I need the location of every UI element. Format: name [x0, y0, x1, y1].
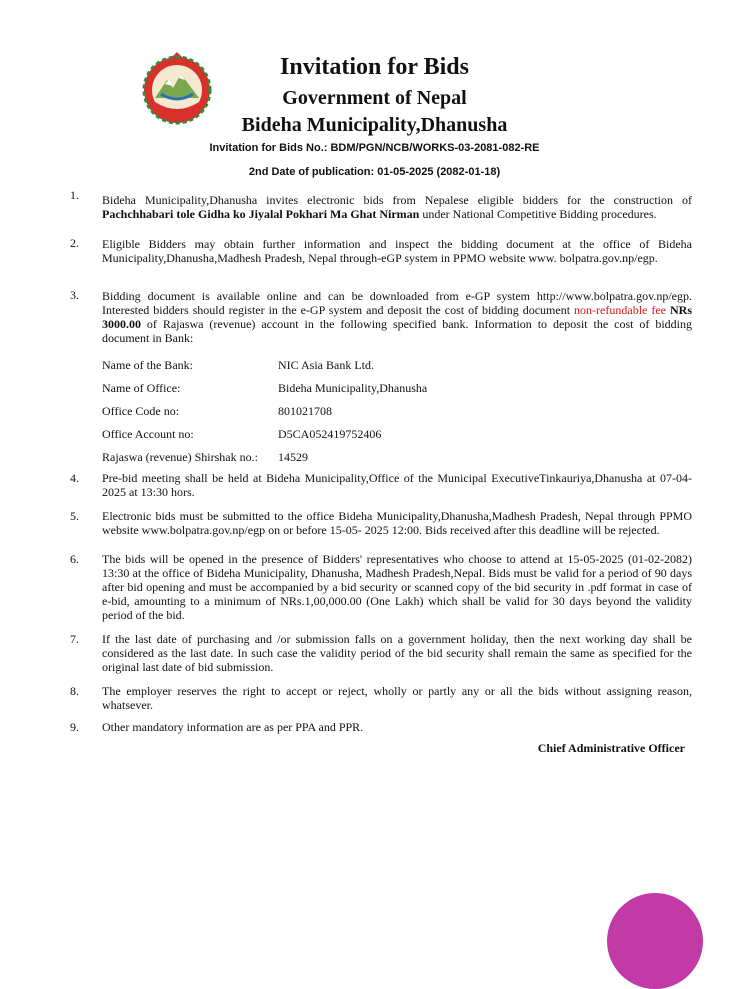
item-number: 9.: [70, 720, 79, 734]
item-1-text: Bideha Municipality,Dhanusha invites electronic bids from Nepalese eligible bidders for the construction of Pachchhabari tole Gidha ko Jiyalal Pokhari Ma Ghat Nirman under National Competitive Bidding procedures.: [102, 193, 692, 221]
publication-date: 2nd Date of publication: 01-05-2025 (2082-01-18): [248, 166, 501, 178]
item-number: 7.: [70, 632, 79, 646]
item-number: 8.: [70, 684, 79, 698]
government-name: Government of Nepal: [282, 87, 467, 109]
item-number: 4.: [70, 471, 79, 485]
item-3-text: Bidding document is available online and can be downloaded from e-GP system http://www.bolpatra.gov.np/egp. Interested bidders should register in the e-GP system and deposit the cost of bidding document non-refundable fee NRs 3000.00 of Rajaswa (revenue) account in the following specified bank. Information to deposit the cost of bidding document in Bank:: [102, 289, 693, 345]
item-number: 5.: [70, 509, 79, 523]
item-7-text: If the last date of purchasing and /or submission falls on a government holiday, then the next working day shall be considered as the last date. In such case the validity period of the bid security shall remain the same as specified for the original last date of bid submission.: [102, 632, 692, 674]
item-8-text: The employer reserves the right to accept or reject, wholly or partly any or all the bids without assigning reason, whatsever.: [102, 684, 692, 712]
revenue-shirshak-row: Rajaswa (revenue) Shirshak no.: 14529: [102, 450, 308, 464]
item-number: 1.: [70, 188, 79, 202]
bank-name-row: Name of the Bank: NIC Asia Bank Ltd.: [102, 358, 374, 372]
item-5-text: Electronic bids must be submitted to the office Bideha Municipality,Dhanusha,Madhesh Pradesh, Nepal through PPMO website www.bolpatra.gov.np/egp on or before 15-05- 2025 12:00. Bids received after this deadline will be rejected.: [102, 509, 692, 537]
item-number: 6.: [70, 552, 79, 566]
item-6-text: The bids will be opened in the presence of Bidders' representatives who choose to attend at 15-05-2025 (01-02-2082) 13:30 at the office of Bideha Municipality, Dhanusha, Madhesh Pradesh,Nepal. Bids must be valid for a period of 90 days after bid opening and must be accompanied by a bid security or scanned copy of the bid security in .pdf format in case of e-bid, amounting to a minimum of NRs.1,00,000.00 (One Lakh) which shall be valid for 30 days beyond the validity period of the bid.: [102, 552, 692, 622]
corner-badge: [607, 893, 703, 989]
ifb-number: Invitation for Bids No.: BDM/PGN/NCB/WORKS-03-2081-082-RE: [209, 142, 540, 154]
item-4-text: Pre-bid meeting shall be held at Bideha Municipality,Office of the Municipal ExecutiveTinkauriya,Dhanusha at 07-04-2025 at 13:30 hors.: [102, 471, 692, 499]
item-9-text: Other mandatory information are as per PPA and PPR.: [102, 720, 364, 734]
municipality-name: Bideha Municipality,Dhanusha: [241, 114, 508, 136]
office-name-row: Name of Office: Bideha Municipality,Dhanusha: [102, 381, 428, 395]
item-number: 2.: [70, 236, 79, 250]
signature-title: Chief Administrative Officer: [537, 741, 685, 755]
office-code-row: Office Code no: 801021708: [102, 404, 332, 418]
item-number: 3.: [70, 288, 79, 302]
page-title: Invitation for Bids: [280, 54, 469, 80]
office-account-row: Office Account no: D5CA052419752406: [102, 427, 382, 441]
item-2-text: Eligible Bidders may obtain further information and inspect the bidding document at the office of Bideha Municipality,Dhanusha,Madhesh Pradesh, Nepal through-eGP system in PPMO website www. bolpatra.gov.np/egp.: [102, 237, 692, 265]
